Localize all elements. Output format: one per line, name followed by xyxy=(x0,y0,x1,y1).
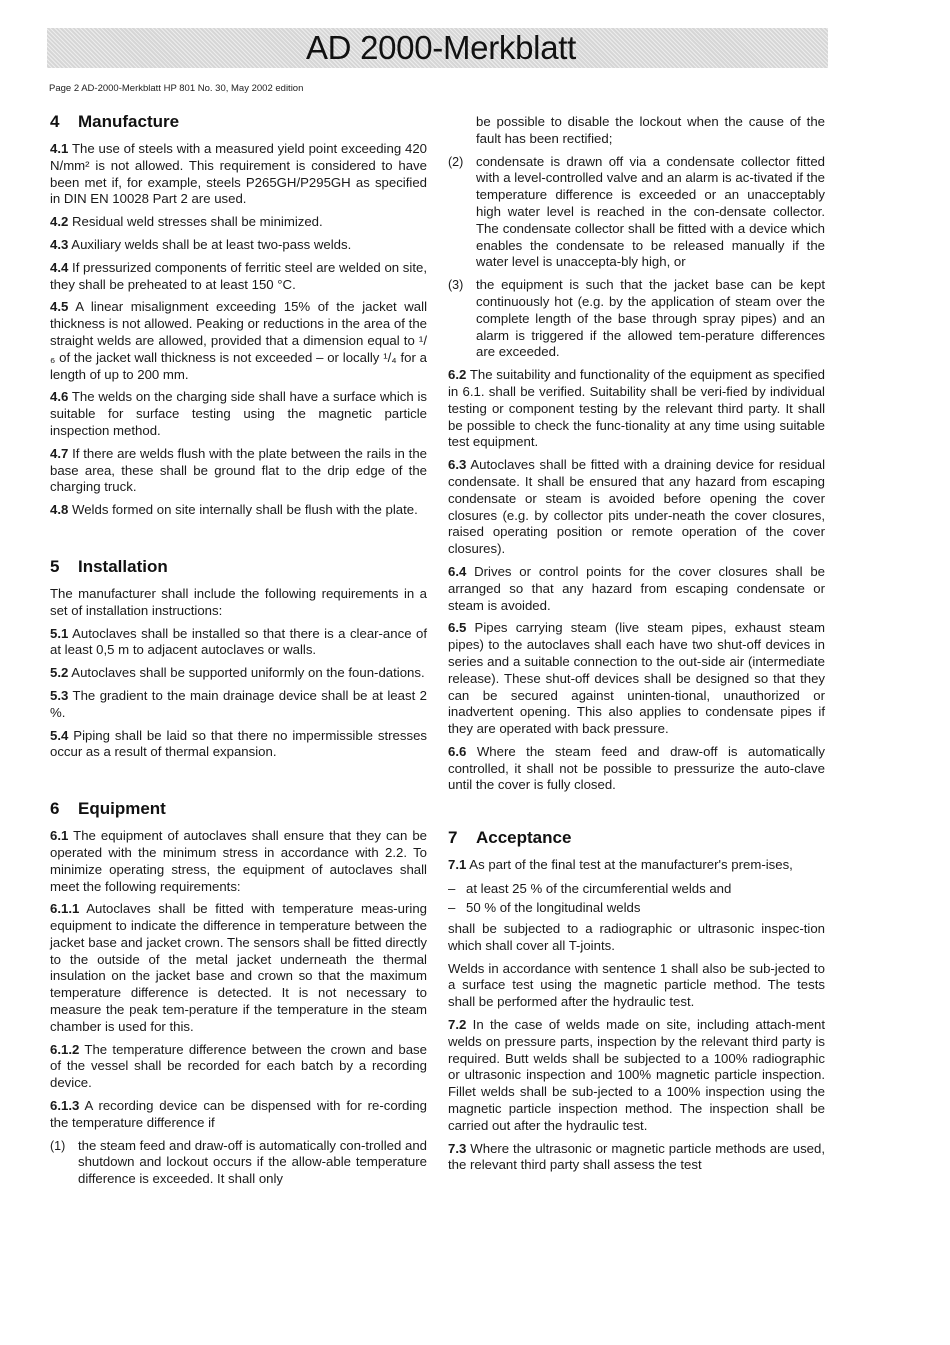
paragraph-4-5: 4.5 A linear misalignment exceeding 15% of the jacket wall thickness is not allowed. Peaking or reductions in the area of the straight welds are allowed, provided that a dimension equal to ¹/₆ of the jacket wall thickness is not exceeded – or locally ¹/₄ for a length of up to 200 mm. xyxy=(50,299,428,382)
paragraph-4-7: 4.7 If there are welds flush with the plate between the rails in the base area, these shall be ground flat to the drip edge of the charging truck. xyxy=(50,445,427,495)
paragraph-5-intro: The manufacturer shall include the following requirements in a set of installation instructions: xyxy=(50,585,427,618)
dash-item-longitudinal: – 50 % of the longitudinal welds xyxy=(448,900,641,916)
banner-title: AD 2000-Merkblatt xyxy=(305,29,576,66)
paragraph-4-3: 4.3 Auxiliary welds shall be at least two-pass welds. xyxy=(50,236,352,252)
paragraph-7-1-b: shall be subjected to a radiographic or ultrasonic inspec-tion which shall cover all T-joints. xyxy=(448,921,825,953)
paragraph-5-3: 5.3 The gradient to the main drainage device shall be at least 2 %. xyxy=(50,687,427,720)
section-heading-acceptance: 7 Acceptance xyxy=(448,828,572,848)
section-heading-manufacture: 4 Manufacture xyxy=(50,112,180,131)
paragraph-6-6: 6.6 Where the steam feed and draw-off is automatically controlled, it shall not be possible to pressurize the auto-clave until the cover is fully closed. xyxy=(448,743,825,793)
paragraph-4-2: 4.2 Residual weld stresses shall be minimized. xyxy=(50,214,323,230)
paragraph-7-1-c: Welds in accordance with sentence 1 shall also be sub-jected to a surface test using the magnetic particle method. The tests shall be performed after the hydraulic test. xyxy=(448,960,825,1010)
paragraph-7-2: 7.2 In the case of welds made on site, including attach-ment welds on pressure parts, inspection by the relevant third party is required. Butt welds shall be subjected to a 100% radiographic or ultrasonic inspection and 100% magnetic particle inspection. Fillet welds shall be sub-jected to a 100% inspection using the magnetic particle inspection method. The inspection shall be carried out after the hydraulic test. xyxy=(448,1017,825,1133)
paragraph-6-1-3: 6.1.3 A recording device can be dispensed with for re-cording the temperature difference if xyxy=(50,1098,427,1130)
list-item-1: (1) the steam feed and draw-off is automatically con-trolled and shutdown and lockout occurs if the allow-able temperature difference is exceeded. It shall only xyxy=(50,1137,427,1187)
header-banner xyxy=(47,28,828,68)
right-column xyxy=(448,114,825,1180)
paragraph-7-1: 7.1 As part of the final test at the manufacturer's prem-ises, xyxy=(448,857,793,873)
list-item-3: (3) the equipment is such that the jacket base can be kept continuously hot (e.g. by the application of steam over the complete length of the base through spray pipes) and an alarm is triggered if the allowed tem-perature differences are exceeded. xyxy=(448,277,825,360)
condition-list xyxy=(50,1138,427,1188)
paragraph-4-6: 4.6 The welds on the charging side shall have a surface which is suitable for surface testing using the magnetic particle inspection method. xyxy=(50,389,427,438)
paragraph-4-4: 4.4 If pressurized components of ferritic steel are welded on site, they shall be preheated to at least 150 °C. xyxy=(50,259,427,292)
paragraph-4-1: 4.1 The use of steels with a measured yield point exceeding 420 N/mm² is not allowed. This requirement is considered to have been met if, for example, steels P265GH/P295GH as specified in DIN EN 10028 Part 2 are used. xyxy=(50,141,427,207)
paragraph-6-1-2: 6.1.2 The temperature difference between the crown and base of the vessel shall be recorded for each batch by a recording device. xyxy=(50,1041,427,1091)
page-reference: Page 2 AD-2000-Merkblatt HP 801 No. 30, May 2002 edition xyxy=(49,83,304,94)
paragraph-4-8: 4.8 Welds formed on site internally shall be flush with the plate. xyxy=(50,502,418,518)
section-heading-installation: 5 Installation xyxy=(50,556,168,576)
paragraph-6-4: 6.4 Drives or control points for the cover closures shall be arranged so that any hazard from escaping condensate or steam is avoided. xyxy=(448,563,825,613)
paragraph-5-4: 5.4 Piping shall be laid so that there no impermissible stresses occur as a result of thermal expansion. xyxy=(50,727,427,760)
list-item-1-continued: be possible to disable the lockout when the cause of the fault has been rectified; xyxy=(476,114,825,146)
weld-percentage-list xyxy=(448,880,825,916)
section-heading-equipment: 6 Equipment xyxy=(50,799,166,819)
paragraph-5-1: 5.1 Autoclaves shall be installed so that there is a clear-ance of at least 0,5 m to adjacent autoclaves or walls. xyxy=(50,625,428,658)
paragraph-7-3: 7.3 Where the ultrasonic or magnetic particle methods are used, the relevant third party shall assess the test xyxy=(448,1140,825,1173)
paragraph-5-2: 5.2 Autoclaves shall be supported uniformly on the foun-dations. xyxy=(50,665,425,681)
paragraph-6-3: 6.3 Autoclaves shall be fitted with a draining device for residual condensate. It shall be ensured that any hazard from escaping condensate or steam is avoided before opening the cover closures (e.g. by collector pits under-neath the cover closures, raised operating position or remote operation of the cover closures). xyxy=(448,457,825,557)
paragraph-6-1-1: 6.1.1 Autoclaves shall be fitted with temperature meas-uring equipment to indicate the difference in temperature between the jacket base and jacket crown. The sensors shall be fitted directly to the outside of the metal jacket underneath the thermal insulation on the jacket base and crown so that the maximum temperature difference is detected. It is not necessary to measure the peak tem-perature if the temperature in the steam chamber is used for this. xyxy=(50,901,428,1034)
paragraph-6-2: 6.2 The suitability and functionality of the equipment as specified in 6.1. shall be verified. Suitability shall be veri-fied by individual testing or component testing by the relevant third party. It shall be possible to check the func-tionality at any time using suitable test equipment. xyxy=(448,367,825,450)
list-item-2: (2) condensate is drawn off via a condensate collector fitted with a level-controlled valve and an alarm is ac-tivated if the temperature difference is exceeded or an unacceptably high water level is reached in the con-densate collector. The condensate collector shall be fitted with a device which enables the condensate to be released manually if the water level is unaccepta-bly high, or xyxy=(448,153,825,270)
dash-item-circumferential: – at least 25 % of the circumferential welds and xyxy=(448,881,732,897)
paragraph-6-5: 6.5 Pipes carrying steam (live steam pipes, exhaust steam pipes) to the autoclaves shall each have two shut-off devices in series and a suitable connection to the out-side air (intermediate release). These shut-off devices shall be designed so that they can be secured against uninten-tional, unauthorized or inadvertent opening. This also applies to condensate pipes if they are operated with back pressure. xyxy=(448,620,825,737)
condition-list-continued xyxy=(448,154,825,362)
paragraph-6-1: 6.1 The equipment of autoclaves shall ensure that they can be operated with the minimum stress in accordance with 2.2. To minimize operating stress, the equipment of autoclaves shall meet the following requirements: xyxy=(50,828,427,894)
left-column xyxy=(50,112,427,1194)
